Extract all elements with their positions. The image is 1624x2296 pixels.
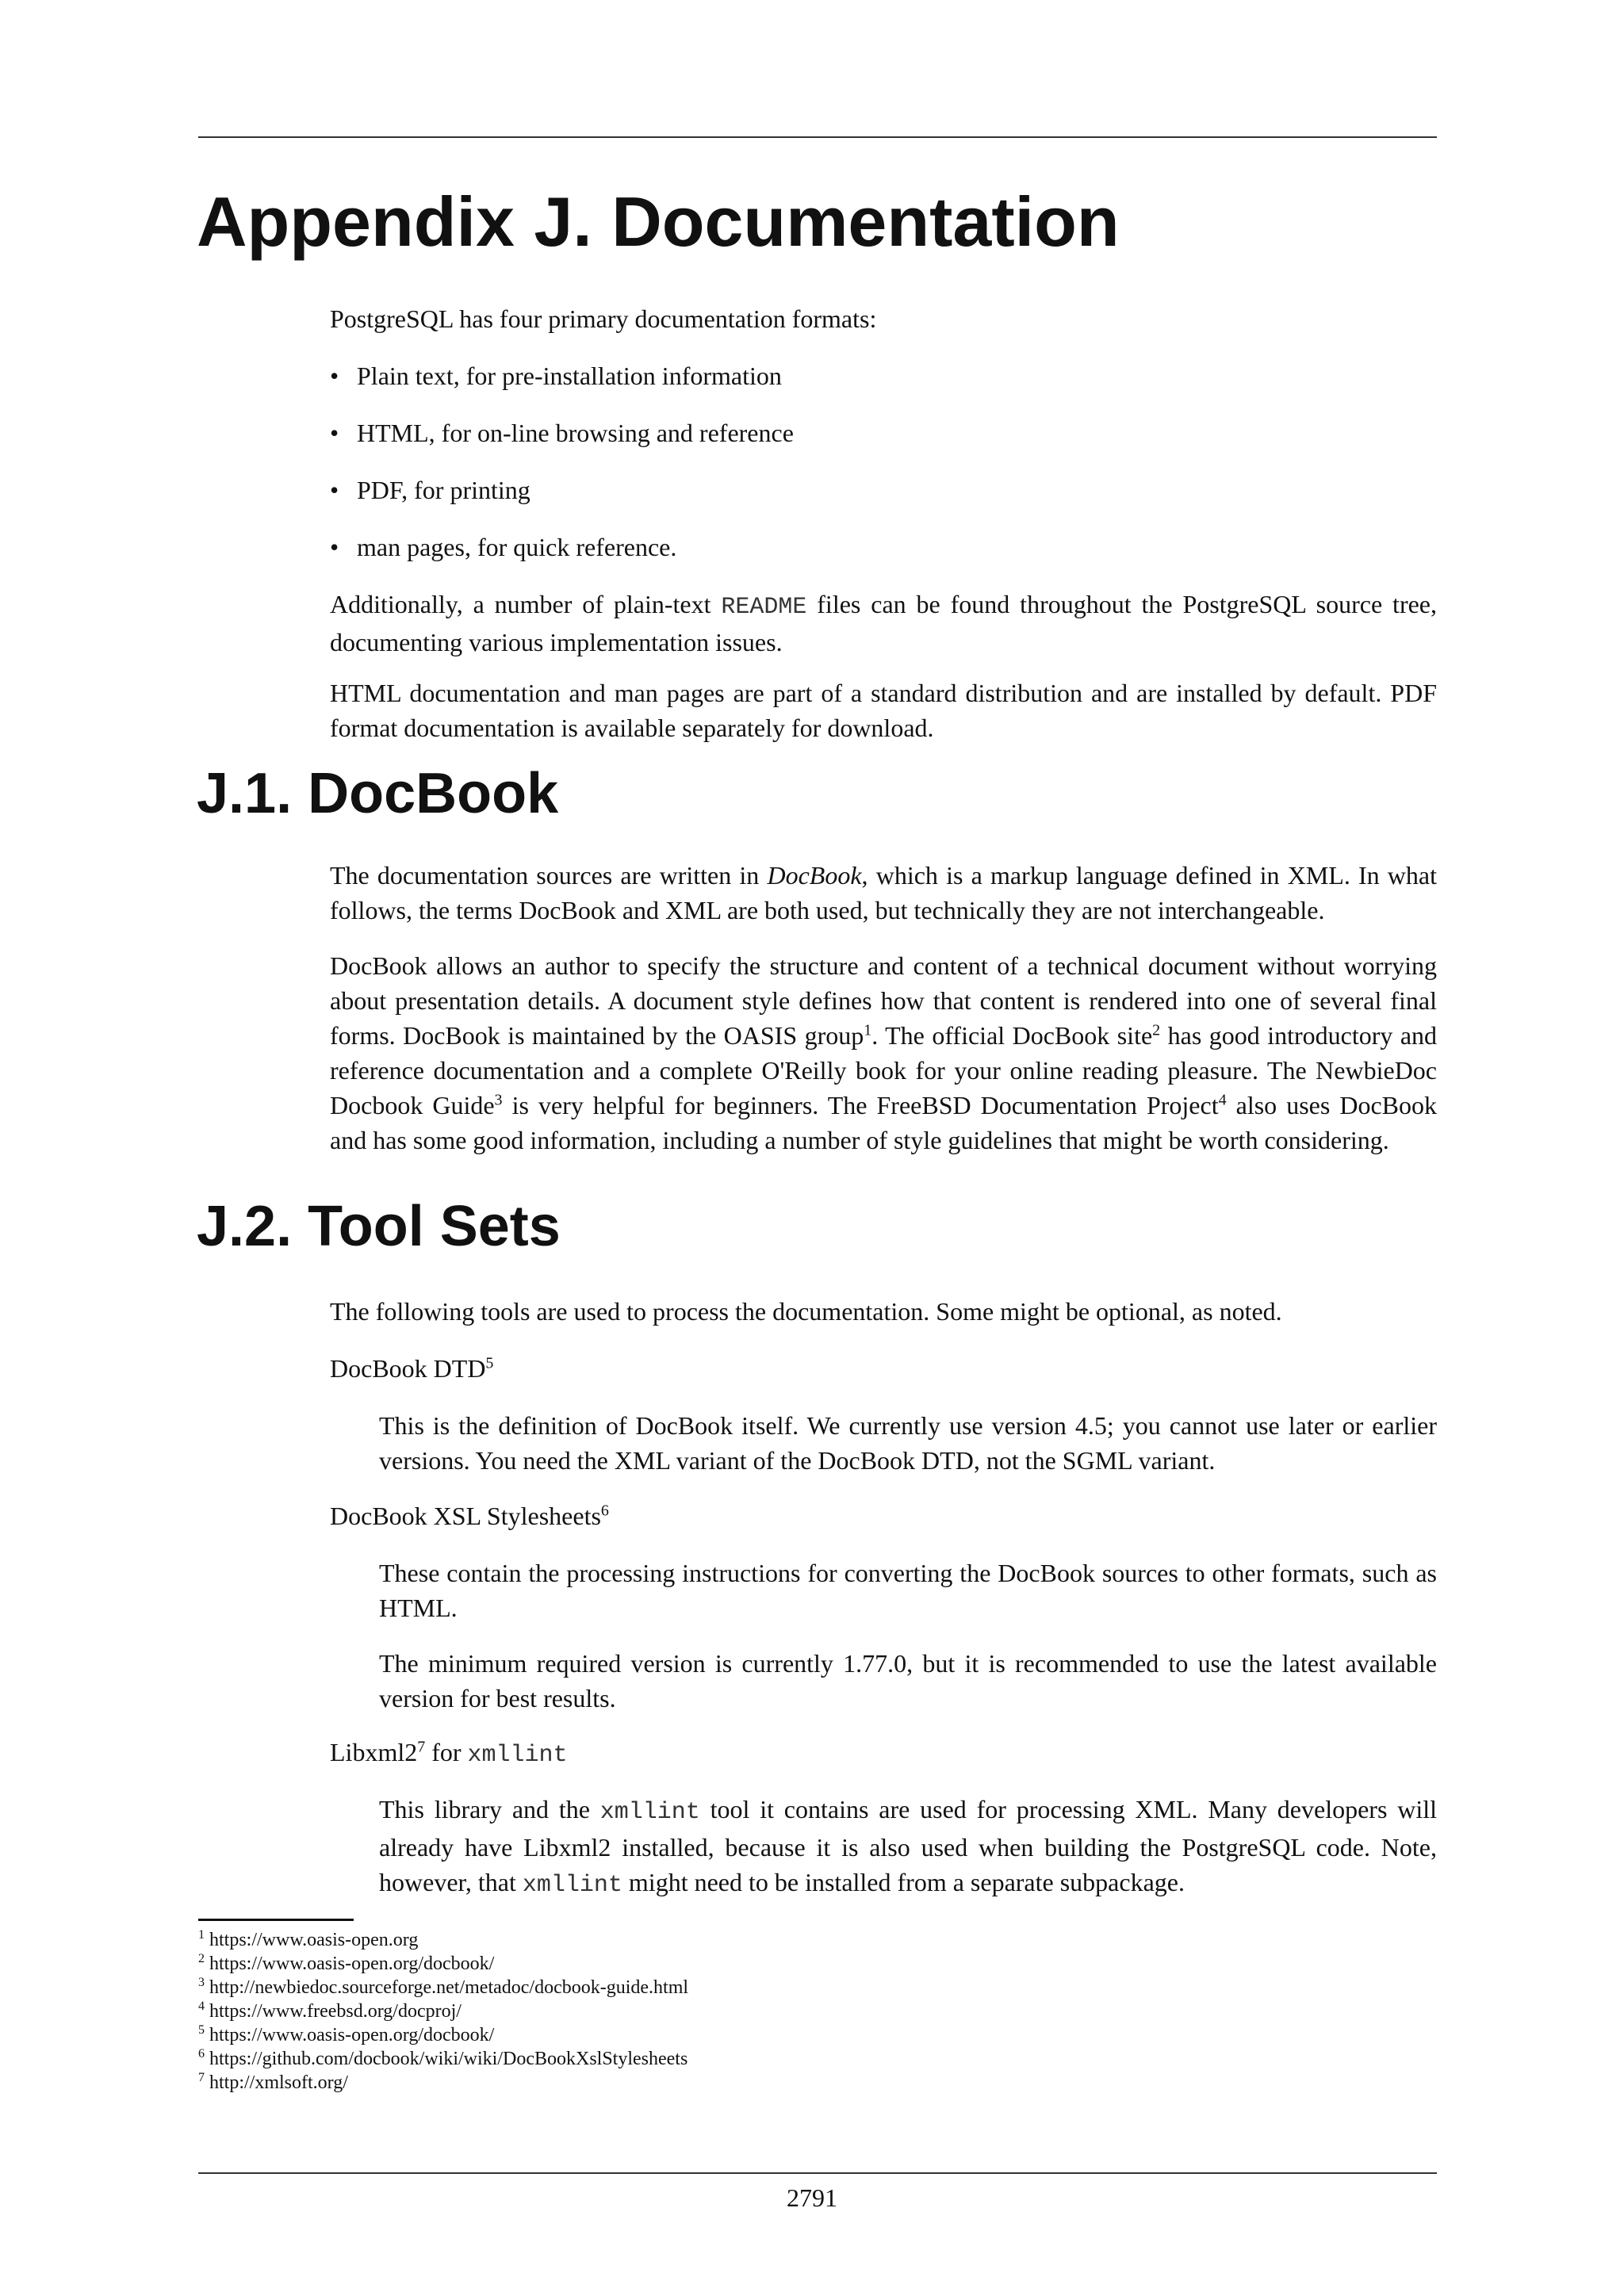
newbiedoc-guide-link[interactable]: NewbieDoc Docbook Guide <box>330 1056 1437 1119</box>
list-item <box>330 415 1437 450</box>
tool-sets-lead: The following tools are used to process the documentation. Some might be optional, as noted. <box>330 1297 1282 1326</box>
footnote <box>198 1999 1308 2023</box>
footnote-number: 1 <box>198 1928 205 1942</box>
definition-docbook-dtd: This is the definition of DocBook itself. We currently use version 4.5; you cannot use later or earlier versions. You need the XML variant of the DocBook DTD, not the SGML variant. <box>379 1411 1437 1475</box>
definition-libxml2 <box>379 1792 1437 1903</box>
bullet-glyph: • <box>330 533 339 561</box>
list-item-text: PDF, for printing <box>357 476 530 504</box>
footnote-number: 5 <box>198 2023 205 2037</box>
text-run: , which is a markup language defined in XML. In what follows, the terms DocBook and XML are both used, but technically they are not interchangeable. <box>330 861 1438 924</box>
readme-code: README <box>721 594 807 621</box>
xmllint-code: xmllint <box>522 1872 622 1899</box>
footnote-url[interactable]: https://www.oasis-open.org <box>209 1930 419 1950</box>
footnote-number: 3 <box>198 1976 205 1989</box>
bullet-glyph: • <box>330 419 339 447</box>
footnote-number: 6 <box>198 2047 205 2061</box>
footnote-number: 4 <box>198 1999 205 2013</box>
oasis-group-link[interactable]: OASIS group <box>723 1021 864 1050</box>
section-title-docbook: J.1. DocBook <box>197 762 559 825</box>
footnote-url[interactable]: http://xmlsoft.org/ <box>209 2072 348 2093</box>
footnote-rule <box>198 1919 354 1921</box>
term-text: DocBook XSL Stylesheets <box>330 1502 601 1530</box>
footnote-number: 7 <box>198 2071 205 2084</box>
footnote-url[interactable]: https://www.oasis-open.org/docbook/ <box>209 2025 495 2045</box>
text-run: also uses DocBook and has some good information, including a number of style guidelines that might be worth considering. <box>330 1091 1437 1154</box>
text-run: tool it contains are used for processing XML. Many developers will already have Libxml2 installed, because it is also used when building the PostgreSQL code. Note, however, that <box>379 1795 1438 1896</box>
footnote-url[interactable]: http://newbiedoc.sourceforge.net/metadoc/docbook-guide.html <box>209 1977 689 1998</box>
footnote-number: 2 <box>198 1952 205 1965</box>
list-item-text: Plain text, for pre-installation information <box>357 362 782 390</box>
term-libxml2 <box>330 1735 568 1773</box>
section-title-tool-sets: J.2. Tool Sets <box>197 1195 561 1258</box>
footnote-ref[interactable]: 6 <box>600 1502 609 1520</box>
list-item <box>330 358 1437 393</box>
text-run: might need to be installed from a separate subpackage. <box>622 1868 1185 1896</box>
chapter-title: Appendix J. Documentation <box>197 182 1120 261</box>
freebsd-docproj-link[interactable]: FreeBSD Documentation Project <box>876 1091 1219 1119</box>
bullet-glyph: • <box>330 476 339 504</box>
footnote-ref[interactable]: 4 <box>1218 1091 1227 1109</box>
footnote-ref[interactable]: 5 <box>485 1354 494 1372</box>
xmllint-code: xmllint <box>467 1742 568 1769</box>
term-docbook-xsl <box>330 1498 609 1533</box>
readme-paragraph <box>330 587 1437 660</box>
text-run: This library and the <box>379 1795 600 1823</box>
footnote <box>198 1976 1308 1999</box>
text-run: Additionally, a number of plain-text <box>330 590 722 618</box>
footnotes <box>198 1928 1308 2095</box>
footnote-ref[interactable]: 1 <box>864 1021 872 1039</box>
footnote-ref[interactable]: 2 <box>1152 1021 1161 1039</box>
list-item-text: man pages, for quick reference. <box>357 533 677 561</box>
definition-docbook-xsl-1: These contain the processing instructions for converting the DocBook sources to other formats, such as HTML. <box>379 1559 1437 1622</box>
docbook-paragraph-2 <box>330 948 1437 1158</box>
distribution-paragraph: HTML documentation and man pages are part of a standard distribution and are installed by default. PDF format documentation is available separately for download. <box>330 679 1437 742</box>
text-run: for <box>425 1738 468 1766</box>
footnote <box>198 2071 1308 2095</box>
text-run: files can be found throughout the PostgreSQL source tree, documenting various implementation issues. <box>330 590 1438 656</box>
docbook-emphasis: DocBook <box>767 861 862 890</box>
list-item <box>330 473 1437 507</box>
xmllint-code: xmllint <box>599 1799 700 1826</box>
top-rule <box>198 136 1437 138</box>
footnote-ref[interactable]: 3 <box>494 1091 503 1109</box>
intro-lead: PostgreSQL has four primary documentation formats: <box>330 304 877 333</box>
term-docbook-dtd <box>330 1351 493 1386</box>
term-text: DocBook DTD <box>330 1354 486 1383</box>
term-text: Libxml2 <box>330 1738 418 1766</box>
bottom-rule <box>198 2172 1437 2174</box>
docbook-paragraph-1 <box>330 858 1437 928</box>
footnote <box>198 2023 1308 2047</box>
footnote <box>198 2047 1308 2071</box>
text-run: has good introductory and reference documentation and a complete O'Reilly book for your online reading pleasure. The <box>330 1021 1438 1085</box>
footnote <box>198 1952 1308 1976</box>
text-run: . The <box>871 1021 933 1050</box>
text-run: The documentation sources are written in <box>330 861 768 890</box>
list-item <box>330 530 1437 564</box>
footnote-url[interactable]: https://github.com/docbook/wiki/wiki/DocBookXslStylesheets <box>209 2049 688 2069</box>
list-item-text: HTML, for on-line browsing and reference <box>357 419 794 447</box>
footnote-url[interactable]: https://www.oasis-open.org/docbook/ <box>209 1954 495 1974</box>
footnote-url[interactable]: https://www.freebsd.org/docproj/ <box>209 2001 462 2022</box>
footnote-ref[interactable]: 7 <box>417 1738 426 1756</box>
page-number: 2791 <box>787 2183 837 2212</box>
definition-docbook-xsl-2: The minimum required version is currently 1.77.0, but it is recommended to use the latest available version for best results. <box>379 1649 1437 1712</box>
docbook-site-link[interactable]: official DocBook site <box>932 1021 1153 1050</box>
text-run: is very helpful for beginners. The <box>502 1091 877 1119</box>
text-run: DocBook allows an author to specify the structure and content of a technical document without worrying about presentation details. A document style defines how that content is rendered into one of several final forms. DocBook is maintained by the <box>330 951 1437 1050</box>
footnote <box>198 1928 1308 1952</box>
bullet-glyph: • <box>330 362 339 390</box>
